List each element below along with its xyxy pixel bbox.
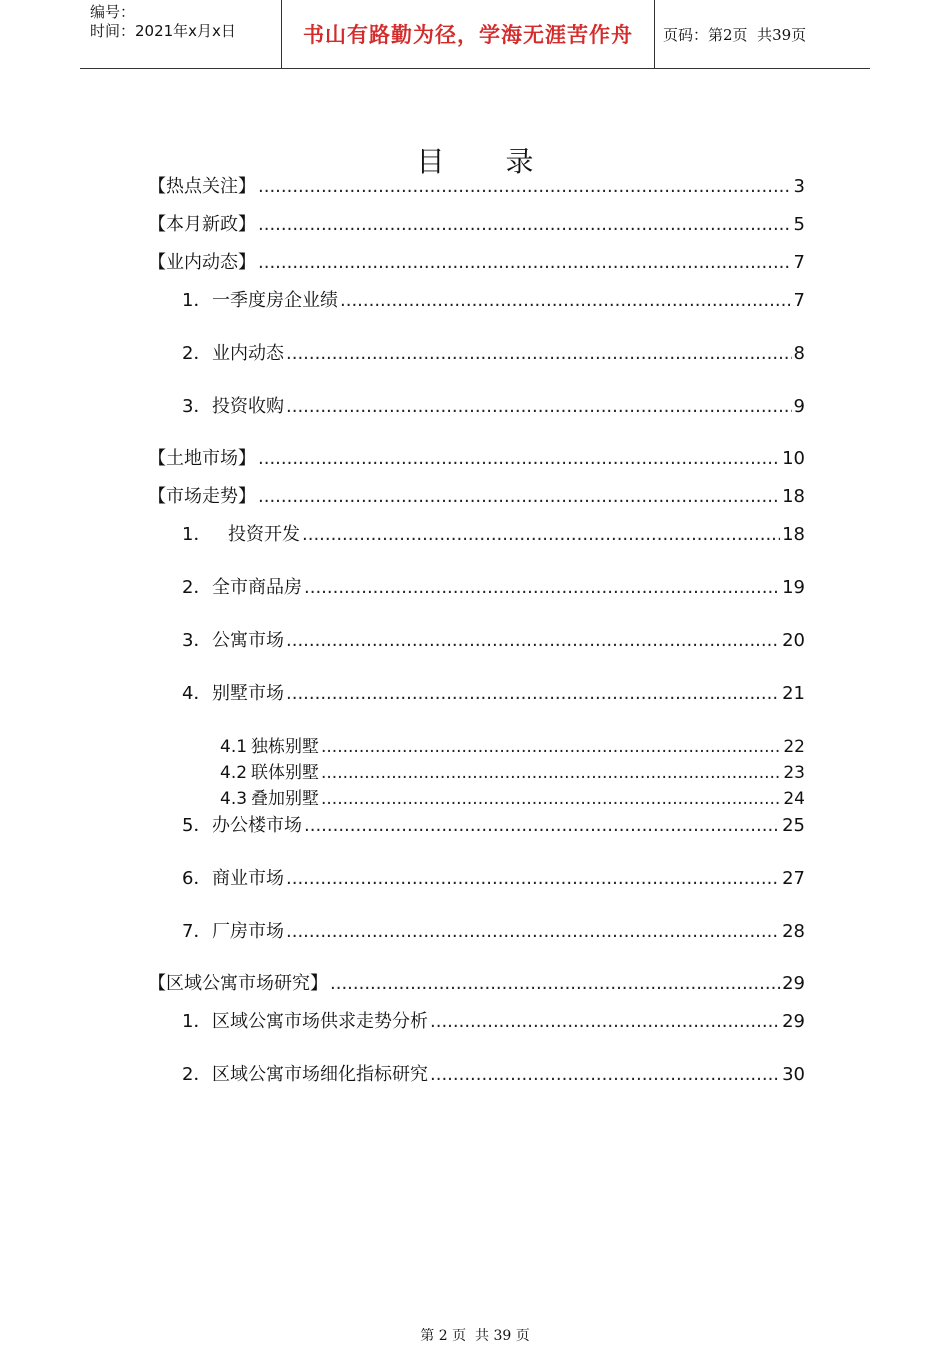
toc-entry-page: 29 — [782, 973, 805, 994]
toc-entry-page: 18 — [782, 486, 805, 507]
toc-entry-number: 1． — [182, 1011, 212, 1032]
toc-leader-dots — [430, 1010, 780, 1034]
toc-leader-dots — [321, 787, 781, 811]
toc-entry-number: 2． — [182, 577, 212, 598]
toc-entry-text: 【本月新政】 — [148, 214, 256, 235]
toc-entry-page: 25 — [782, 815, 805, 836]
toc-entry-page: 24 — [783, 789, 805, 809]
time-label: 时间：2021年x月x日 — [90, 22, 236, 40]
toc-entry-page: 27 — [782, 868, 805, 889]
toc-leader-dots — [258, 175, 792, 199]
toc-entry-number: 6． — [182, 868, 212, 889]
toc-entry[interactable] — [182, 342, 805, 366]
toc-entry-text: 业内动态 — [212, 343, 284, 364]
toc-entry[interactable] — [148, 485, 805, 509]
toc-entry-number: 7． — [182, 921, 212, 942]
toc-leader-dots — [330, 972, 780, 996]
toc-entry-number: 5． — [182, 815, 212, 836]
toc-entry-text: 一季度房企业绩 — [212, 290, 338, 311]
header-meta — [80, 0, 282, 68]
toc-entry[interactable] — [148, 447, 805, 471]
page-header — [80, 0, 870, 69]
toc-entry[interactable] — [182, 523, 805, 547]
toc-entry[interactable] — [182, 814, 805, 838]
toc-entry-text: 投资开发 — [228, 524, 300, 545]
toc-entry-text: 独栋别墅 — [251, 737, 319, 757]
toc-entry[interactable] — [182, 1063, 805, 1087]
toc-entry-text: 【土地市场】 — [148, 448, 256, 469]
toc-entry-text: 【热点关注】 — [148, 176, 256, 197]
toc-entry[interactable] — [220, 787, 805, 811]
toc-leader-dots — [286, 342, 792, 366]
toc-entry[interactable] — [220, 761, 805, 785]
toc-leader-dots — [286, 395, 792, 419]
toc-entry-page: 3 — [793, 176, 805, 197]
toc-entry-page: 30 — [782, 1064, 805, 1085]
toc-entry[interactable] — [148, 251, 805, 275]
toc-leader-dots — [302, 523, 780, 547]
toc-leader-dots — [286, 867, 780, 891]
toc-entry[interactable] — [148, 175, 805, 199]
toc-entry-text: 办公楼市场 — [212, 815, 302, 836]
toc-entry-number: 2． — [182, 343, 212, 364]
toc-entry-page: 8 — [793, 343, 805, 364]
toc-entry-page: 10 — [782, 448, 805, 469]
toc-entry-number: 4． — [182, 683, 212, 704]
toc-entry-page: 29 — [782, 1011, 805, 1032]
toc-entry-text: 【区域公寓市场研究】 — [148, 973, 328, 994]
toc-entry-number: 1． — [182, 290, 212, 311]
toc-entry[interactable] — [148, 213, 805, 237]
toc-entry[interactable] — [182, 867, 805, 891]
toc-entry[interactable] — [182, 920, 805, 944]
toc-entry-text: 联体别墅 — [251, 763, 319, 783]
toc-entry-page: 7 — [793, 252, 805, 273]
toc-entry-page: 9 — [793, 396, 805, 417]
toc-entry-page: 5 — [793, 214, 805, 235]
toc-entry-page: 20 — [782, 630, 805, 651]
toc-entry-number: 1． — [182, 524, 212, 545]
toc-entry-text: 公寓市场 — [212, 630, 284, 651]
toc-entry[interactable] — [182, 576, 805, 600]
number-label: 编号： — [90, 3, 136, 21]
toc-entry[interactable] — [182, 1010, 805, 1034]
toc-entry-page: 7 — [793, 290, 805, 311]
toc-leader-dots — [258, 251, 792, 275]
toc-entry-text: 商业市场 — [212, 868, 284, 889]
toc-leader-dots — [286, 629, 780, 653]
header-motto — [282, 0, 655, 68]
toc-leader-dots — [430, 1063, 780, 1087]
toc-entry-page: 23 — [783, 763, 805, 783]
toc-leader-dots — [304, 576, 780, 600]
toc-entry-text: 叠加别墅 — [251, 789, 319, 809]
toc-leader-dots — [258, 213, 792, 237]
toc-entry[interactable] — [182, 682, 805, 706]
toc-entry[interactable] — [148, 972, 805, 996]
toc-leader-dots — [286, 920, 780, 944]
toc-entry[interactable] — [182, 289, 805, 313]
toc-entry-number: 4.1 — [220, 737, 248, 757]
toc-entry-page: 22 — [783, 737, 805, 757]
page-footer: 第 2 页 共 39 页 — [420, 1328, 530, 1344]
toc-leader-dots — [340, 289, 792, 313]
header-page-info: 页码：第2页 共39页 — [663, 25, 807, 44]
toc-entry-page: 18 — [782, 524, 805, 545]
motto-text: 书山有路勤为径，学海无涯苦作舟 — [303, 22, 633, 47]
toc-entry[interactable] — [182, 629, 805, 653]
toc-leader-dots — [286, 682, 780, 706]
toc-entry-text: 别墅市场 — [212, 683, 284, 704]
toc-entry-page: 28 — [782, 921, 805, 942]
toc-leader-dots — [321, 761, 781, 785]
toc-entry-text: 全市商品房 — [212, 577, 302, 598]
toc-entry-number: 4.3 — [220, 789, 248, 809]
toc-entry-text: 区域公寓市场细化指标研究 — [212, 1064, 428, 1085]
toc-entry-number: 3． — [182, 396, 212, 417]
toc-entry-text: 厂房市场 — [212, 921, 284, 942]
toc-entry[interactable] — [182, 395, 805, 419]
toc-leader-dots — [258, 485, 780, 509]
toc-entry-number: 2． — [182, 1064, 212, 1085]
toc-entry-number: 4.2 — [220, 763, 248, 783]
toc-entry-text: 投资收购 — [212, 396, 284, 417]
toc-title: 目 录 — [416, 145, 560, 178]
toc-leader-dots — [258, 447, 780, 471]
toc-entry-page: 21 — [782, 683, 805, 704]
toc-entry-page: 19 — [782, 577, 805, 598]
toc-entry-number: 3． — [182, 630, 212, 651]
toc-entry[interactable] — [220, 735, 805, 759]
toc-entry-text: 【市场走势】 — [148, 486, 256, 507]
toc-leader-dots — [304, 814, 780, 838]
toc-entry-text: 区域公寓市场供求走势分析 — [212, 1011, 428, 1032]
toc-leader-dots — [321, 735, 781, 759]
toc-entry-text: 【业内动态】 — [148, 252, 256, 273]
